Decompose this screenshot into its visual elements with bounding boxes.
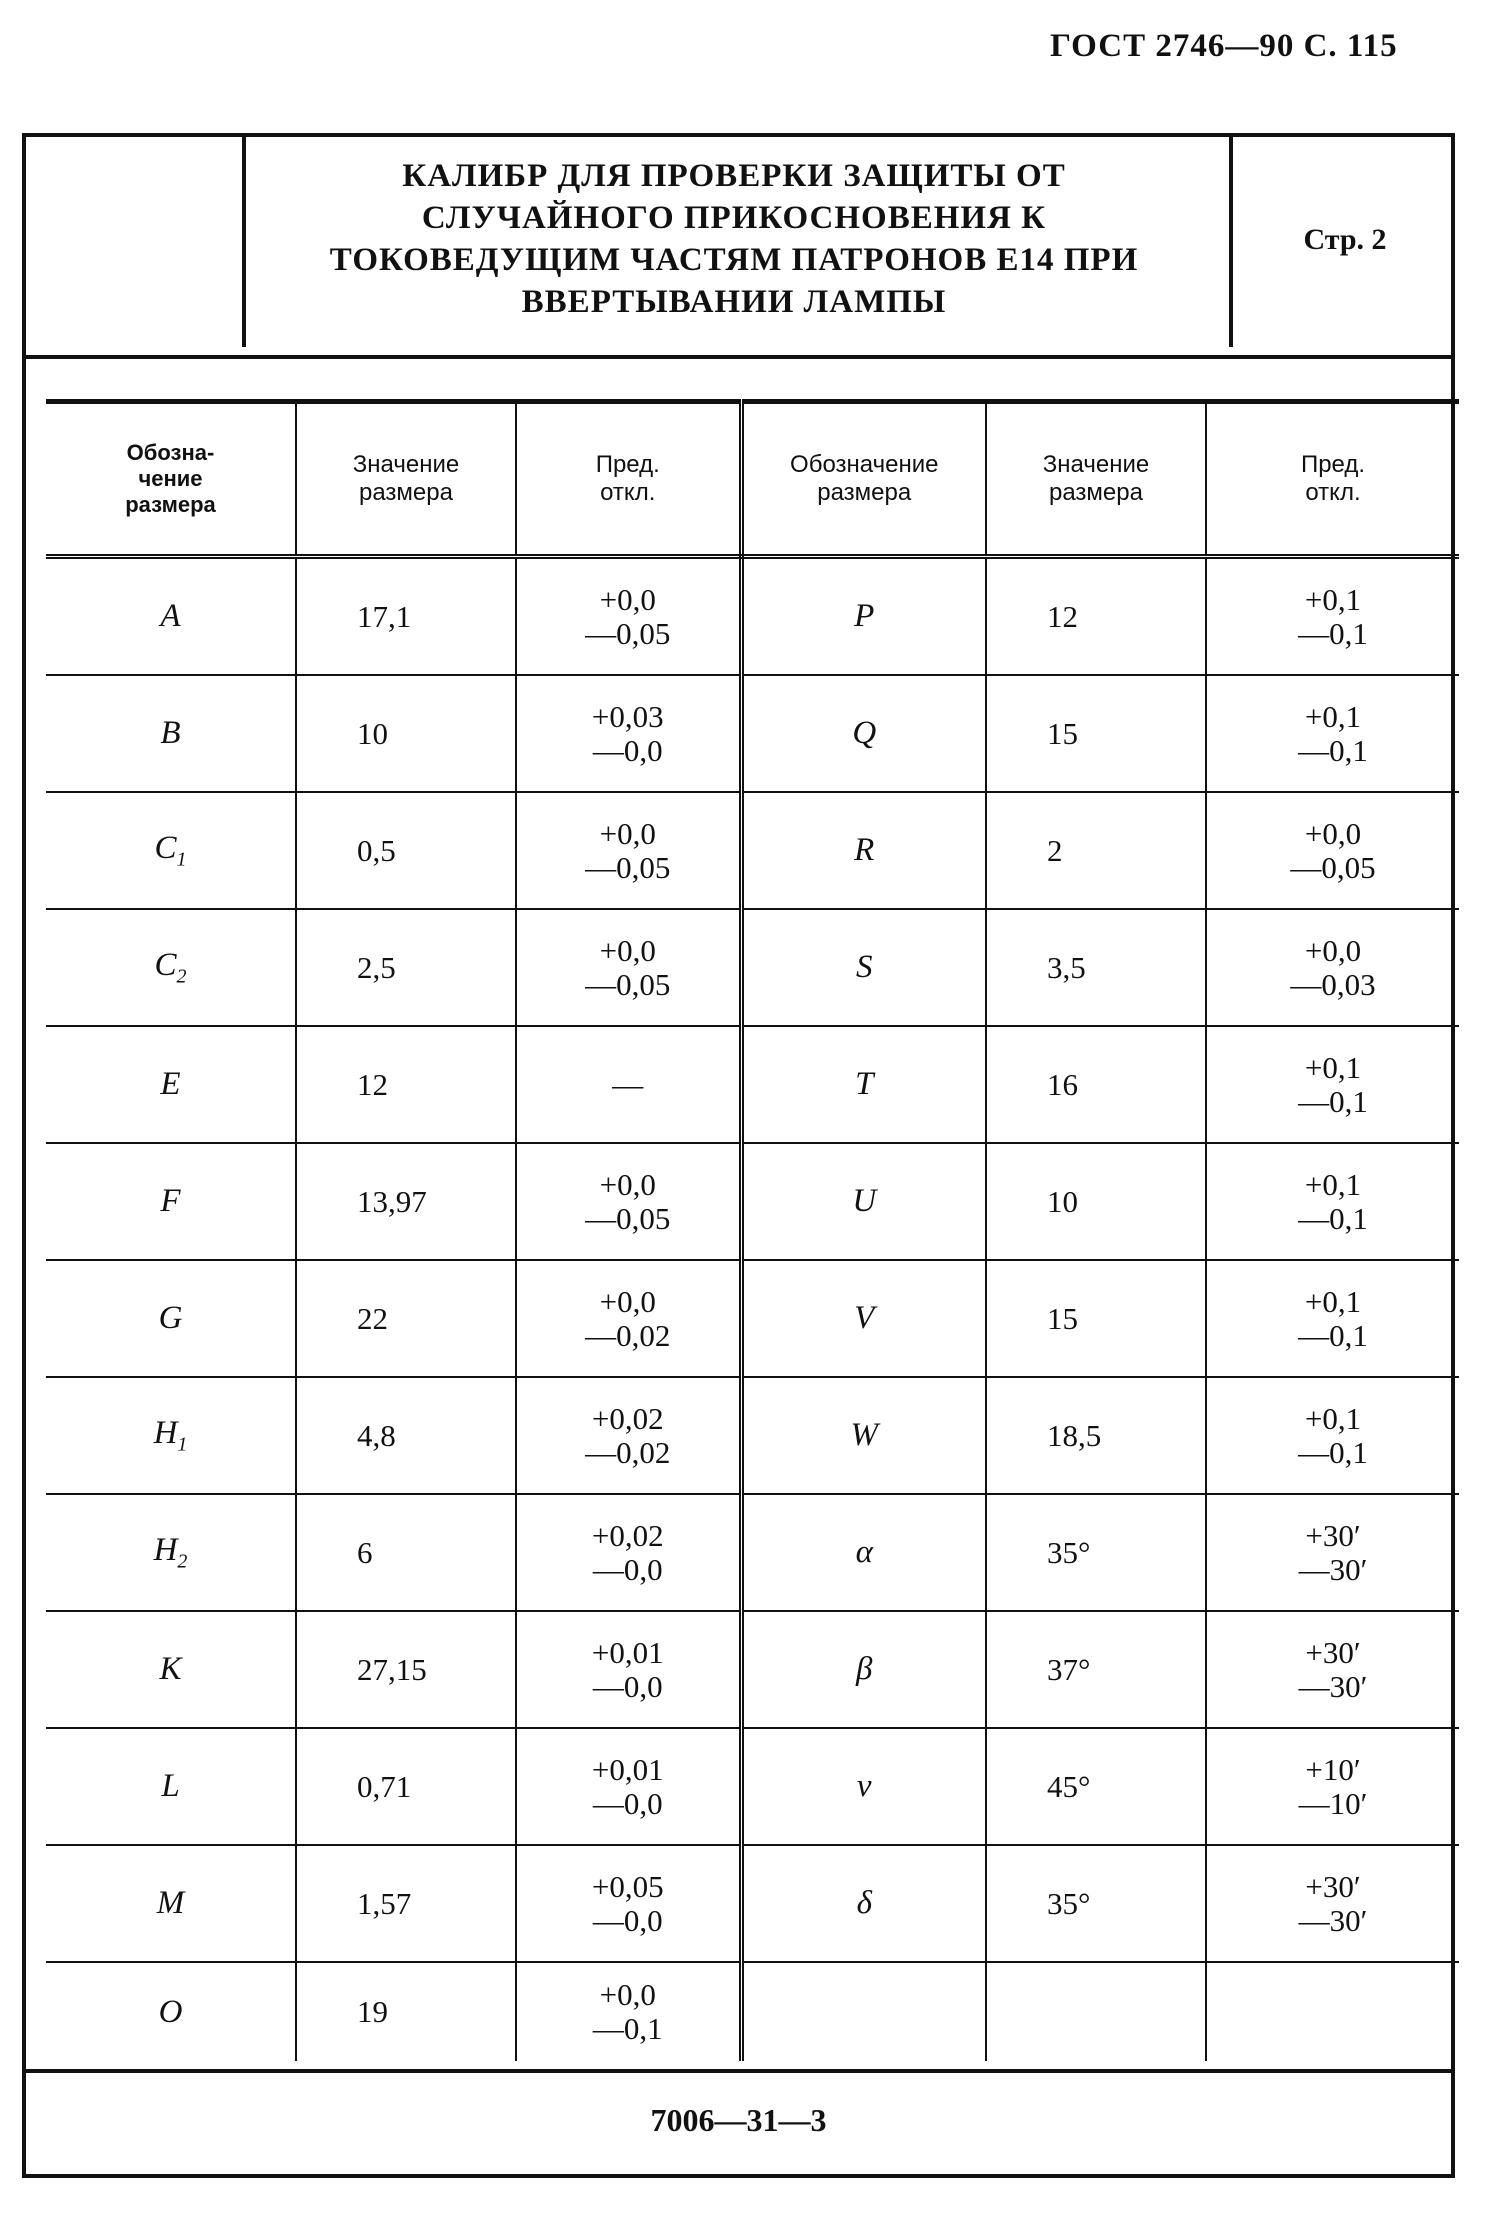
tolerance-cell (1206, 1845, 1459, 1962)
tolerance-upper: +30′ (1305, 1634, 1361, 1670)
designation-cell (46, 1611, 296, 1728)
tolerance-upper: +0,02 (591, 1400, 664, 1436)
dimension-value: 0,5 (357, 832, 396, 868)
dimension-value: 2 (1047, 832, 1063, 868)
tolerance-cell (516, 675, 741, 792)
value-cell (986, 1494, 1206, 1611)
tolerance-cell (1206, 1611, 1459, 1728)
designation-cell (46, 1494, 296, 1611)
value-cell (296, 792, 516, 909)
value-cell (296, 1494, 516, 1611)
col-header-value (986, 402, 1206, 557)
designation-symbol: C (154, 829, 177, 866)
col-header-value (296, 402, 516, 557)
tolerance-lower: —0,1 (1298, 1317, 1368, 1353)
tolerance-cell (516, 1143, 741, 1260)
col-header-label: Пред. откл. (595, 451, 660, 506)
tolerance-upper: +0,1 (1304, 581, 1362, 617)
table-row (46, 1377, 1459, 1494)
table-row (46, 1962, 1459, 2061)
designation-cell (741, 1026, 986, 1143)
value-cell (986, 792, 1206, 909)
tolerance-lower: —30′ (1298, 1902, 1368, 1938)
designation-cell (741, 1260, 986, 1377)
tolerance-lower: —10′ (1298, 1785, 1368, 1821)
value-cell (986, 557, 1206, 676)
tolerance-upper: +0,03 (591, 698, 664, 734)
dimension-value: 2,5 (357, 949, 396, 985)
tolerance-upper: +0,1 (1304, 1049, 1362, 1085)
designation-symbol: L (161, 1768, 180, 1804)
designation-cell (741, 1143, 986, 1260)
table-row (46, 1494, 1459, 1611)
designation-symbol: M (156, 1885, 185, 1921)
value-cell (986, 909, 1206, 1026)
col-header-label: Пред. откл. (1300, 451, 1366, 506)
value-cell (986, 1260, 1206, 1377)
tolerance-lower: —0,0 (592, 1785, 663, 1821)
value-cell (296, 557, 516, 676)
tolerance-cell (1206, 1728, 1459, 1845)
designation-symbol: C (154, 946, 177, 983)
designation-symbol: Q (852, 715, 877, 751)
tolerance-lower: —0,1 (1298, 1200, 1368, 1236)
tolerance-lower: —0,1 (592, 2011, 663, 2046)
value-cell (296, 1728, 516, 1845)
tolerance-upper: +0,05 (591, 1868, 664, 1904)
tolerance-lower: —0,03 (1290, 966, 1376, 1002)
designation-symbol: W (850, 1417, 878, 1453)
tolerance-cell (1206, 1377, 1459, 1494)
value-cell (986, 1962, 1206, 2061)
dimension-value: 13,97 (357, 1183, 427, 1219)
tolerance-upper: +0,01 (591, 1751, 664, 1787)
tolerance-cell (516, 1728, 741, 1845)
value-cell (296, 1026, 516, 1143)
tolerance-upper: +0,02 (591, 1517, 664, 1553)
table-row (46, 1143, 1459, 1260)
designation-subscript: 1 (176, 848, 187, 871)
tolerance-cell (516, 557, 741, 676)
tolerance-lower: —0,02 (585, 1317, 671, 1353)
designation-cell (46, 1728, 296, 1845)
tolerance-upper: +0,0 (599, 1166, 656, 1202)
designation-symbol: P (854, 598, 875, 634)
tolerance-lower: —0,02 (585, 1434, 671, 1470)
dimension-value: 27,15 (357, 1651, 427, 1687)
designation-cell (46, 792, 296, 909)
dimension-value: 37° (1047, 1651, 1091, 1687)
value-cell (986, 1728, 1206, 1845)
designation-subscript: 2 (177, 1550, 188, 1573)
tolerance-upper: +30′ (1305, 1868, 1361, 1904)
col-header-label: Значение размера (352, 451, 460, 506)
designation-cell (741, 1962, 986, 2061)
tolerance-cell (516, 1494, 741, 1611)
table-row (46, 1260, 1459, 1377)
title-line: КАЛИБР ДЛЯ ПРОВЕРКИ ЗАЩИТЫ ОТ (402, 158, 1066, 194)
tolerance-cell (1206, 557, 1459, 676)
designation-symbol: A (160, 598, 181, 634)
designation-symbol: U (852, 1183, 877, 1219)
footer-separator (26, 2069, 1451, 2073)
designation-symbol: δ (856, 1885, 872, 1921)
dimension-value: 1,57 (357, 1885, 412, 1921)
tolerance-cell (1206, 675, 1459, 792)
designation-symbol: β (856, 1651, 873, 1687)
tolerance-lower: —0,1 (1298, 615, 1368, 651)
tolerance-cell (1206, 1260, 1459, 1377)
tolerance-upper: +0,1 (1304, 1283, 1362, 1319)
designation-symbol: H (153, 1531, 178, 1568)
tolerance-upper: +0,0 (1304, 815, 1362, 851)
tolerance-lower: —30′ (1298, 1668, 1368, 1704)
tolerance-upper: +0,0 (599, 581, 656, 617)
designation-symbol: G (158, 1300, 183, 1336)
designation-cell (741, 1494, 986, 1611)
table-row (46, 675, 1459, 792)
designation-cell (46, 1260, 296, 1377)
designation-cell (741, 1728, 986, 1845)
dimension-value: 10 (357, 715, 388, 751)
designation-cell (741, 675, 986, 792)
tolerance-upper: +10′ (1305, 1751, 1361, 1787)
designation-symbol: α (855, 1534, 873, 1570)
tolerance-cell (1206, 1143, 1459, 1260)
tolerance-lower: —0,1 (1298, 1434, 1368, 1470)
tolerance-upper: +0,1 (1304, 1400, 1362, 1436)
tolerance-lower: —0,1 (1298, 732, 1368, 768)
col-header-designation (46, 402, 296, 557)
designation-symbol: ν (856, 1768, 872, 1804)
table-body (46, 557, 1459, 2062)
tolerance-cell (516, 792, 741, 909)
tolerance-upper: +0,1 (1304, 698, 1362, 734)
designation-cell (741, 1611, 986, 1728)
designation-symbol: R (854, 832, 875, 868)
col-header-label: Обозначение размера (790, 451, 939, 506)
document-title (244, 155, 1224, 323)
tolerance-cell (516, 1026, 741, 1143)
tolerance-upper: +0,0 (599, 815, 656, 851)
table-row (46, 1728, 1459, 1845)
tolerance-lower: —30′ (1298, 1551, 1368, 1587)
dimension-value: 6 (357, 1534, 373, 1570)
tolerance-lower: —0,0 (592, 1668, 663, 1704)
title-line: ВВЕРТЫВАНИИ ЛАМПЫ (521, 284, 947, 320)
designation-symbol: O (158, 1993, 183, 2030)
tolerance-lower: —0,05 (585, 966, 671, 1002)
value-cell (296, 909, 516, 1026)
col-header-designation (741, 402, 986, 557)
tolerance-cell (1206, 1026, 1459, 1143)
tolerance-upper: +0,0 (599, 1977, 656, 2012)
tolerance-upper: +0,0 (599, 932, 656, 968)
dimension-value: 35° (1047, 1885, 1091, 1921)
value-cell (986, 1845, 1206, 1962)
dimensions-table (46, 399, 1459, 2061)
dimension-value: 15 (1047, 715, 1078, 751)
designation-cell (741, 909, 986, 1026)
designation-symbol: V (854, 1300, 875, 1336)
tolerance-cell (516, 1845, 741, 1962)
tolerance-lower: —0,0 (592, 1902, 663, 1938)
designation-cell (46, 675, 296, 792)
tolerance-lower: —0,05 (585, 615, 671, 651)
designation-cell (46, 1026, 296, 1143)
designation-cell (741, 792, 986, 909)
tolerance-cell (516, 1260, 741, 1377)
designation-cell (46, 1845, 296, 1962)
document-frame (22, 133, 1455, 2178)
table-row (46, 557, 1459, 676)
dimension-value: 0,71 (357, 1768, 412, 1804)
col-header-label: Обозна- чение размера (125, 440, 216, 517)
tolerance-cell (1206, 792, 1459, 909)
table-row (46, 1026, 1459, 1143)
page-reference: ГОСТ 2746—90 С. 115 (1050, 28, 1398, 64)
dimension-value: 3,5 (1047, 949, 1086, 985)
dimension-value: 10 (1047, 1183, 1078, 1219)
dimension-value: 19 (357, 1994, 388, 2029)
tolerance-cell (516, 1962, 741, 2061)
value-cell (296, 1377, 516, 1494)
value-cell (296, 1143, 516, 1260)
dimension-value: 18,5 (1047, 1417, 1102, 1453)
dimension-value: 12 (357, 1066, 388, 1102)
designation-symbol: S (856, 949, 873, 985)
designation-cell (46, 557, 296, 676)
table-row (46, 792, 1459, 909)
tolerance-lower: —0,05 (1290, 849, 1376, 885)
designation-cell (741, 557, 986, 676)
tolerance-cell (1206, 1962, 1459, 2061)
value-cell (986, 675, 1206, 792)
value-cell (296, 1962, 516, 2061)
designation-cell (741, 1845, 986, 1962)
tolerance-cell (516, 909, 741, 1026)
designation-symbol: H (153, 1414, 178, 1451)
tolerance-upper: +0,01 (591, 1634, 664, 1670)
dimension-value: 45° (1047, 1768, 1091, 1804)
tolerance-upper: +0,1 (1304, 1166, 1362, 1202)
designation-subscript: 1 (177, 1433, 188, 1456)
designation-cell (46, 1962, 296, 2061)
table-row (46, 1845, 1459, 1962)
designation-cell (46, 909, 296, 1026)
value-cell (296, 1845, 516, 1962)
tolerance-lower: —0,05 (585, 1200, 671, 1236)
designation-symbol: E (160, 1066, 181, 1102)
col-header-tolerance (516, 402, 741, 557)
designation-symbol: K (159, 1651, 182, 1687)
tolerance-upper: +0,0 (1304, 932, 1362, 968)
dimension-value: 17,1 (357, 598, 412, 634)
designation-cell (46, 1143, 296, 1260)
tolerance-upper: +30′ (1305, 1517, 1361, 1553)
tolerance-upper: +0,0 (599, 1283, 656, 1319)
value-cell (296, 1611, 516, 1728)
tolerance-cell (516, 1611, 741, 1728)
table-row (46, 909, 1459, 1026)
value-cell (296, 675, 516, 792)
table-header-row (46, 402, 1459, 557)
designation-symbol: B (160, 715, 181, 751)
tolerance-cell (1206, 1494, 1459, 1611)
tolerance-cell (1206, 909, 1459, 1026)
tolerance-lower: —0,05 (585, 849, 671, 885)
value-cell (986, 1143, 1206, 1260)
designation-symbol: T (855, 1066, 874, 1102)
dimension-value: 4,8 (357, 1417, 396, 1453)
dimension-value: 15 (1047, 1300, 1078, 1336)
tolerance-lower: —0,1 (1298, 1083, 1368, 1119)
value-cell (986, 1026, 1206, 1143)
value-cell (986, 1377, 1206, 1494)
sheet-page-label: Стр. 2 (1303, 223, 1387, 256)
designation-cell (741, 1377, 986, 1494)
designation-cell (46, 1377, 296, 1494)
title-line: ТОКОВЕДУЩИМ ЧАСТЯМ ПАТРОНОВ Е14 ПРИ (329, 242, 1139, 278)
designation-subscript: 2 (176, 965, 187, 988)
tolerance-upper: — (612, 1066, 644, 1102)
dimension-value: 22 (357, 1300, 388, 1336)
value-cell (986, 1611, 1206, 1728)
designation-symbol: F (160, 1183, 181, 1219)
table-row (46, 1611, 1459, 1728)
col-header-label: Значение размера (1042, 451, 1150, 506)
tolerance-lower: —0,0 (592, 1551, 663, 1587)
dimension-value: 16 (1047, 1066, 1078, 1102)
dimensions-table-wrap (46, 399, 1459, 2061)
dimension-value: 35° (1047, 1534, 1091, 1570)
dimension-value: 12 (1047, 598, 1078, 634)
value-cell (296, 1260, 516, 1377)
col-header-tolerance (1206, 402, 1459, 557)
tolerance-cell (516, 1377, 741, 1494)
footer-code: 7006—31—3 (650, 2102, 827, 2138)
header-separator (26, 355, 1451, 359)
title-line: СЛУЧАЙНОГО ПРИКОСНОВЕНИЯ К (421, 200, 1047, 236)
tolerance-lower: —0,0 (592, 732, 663, 768)
